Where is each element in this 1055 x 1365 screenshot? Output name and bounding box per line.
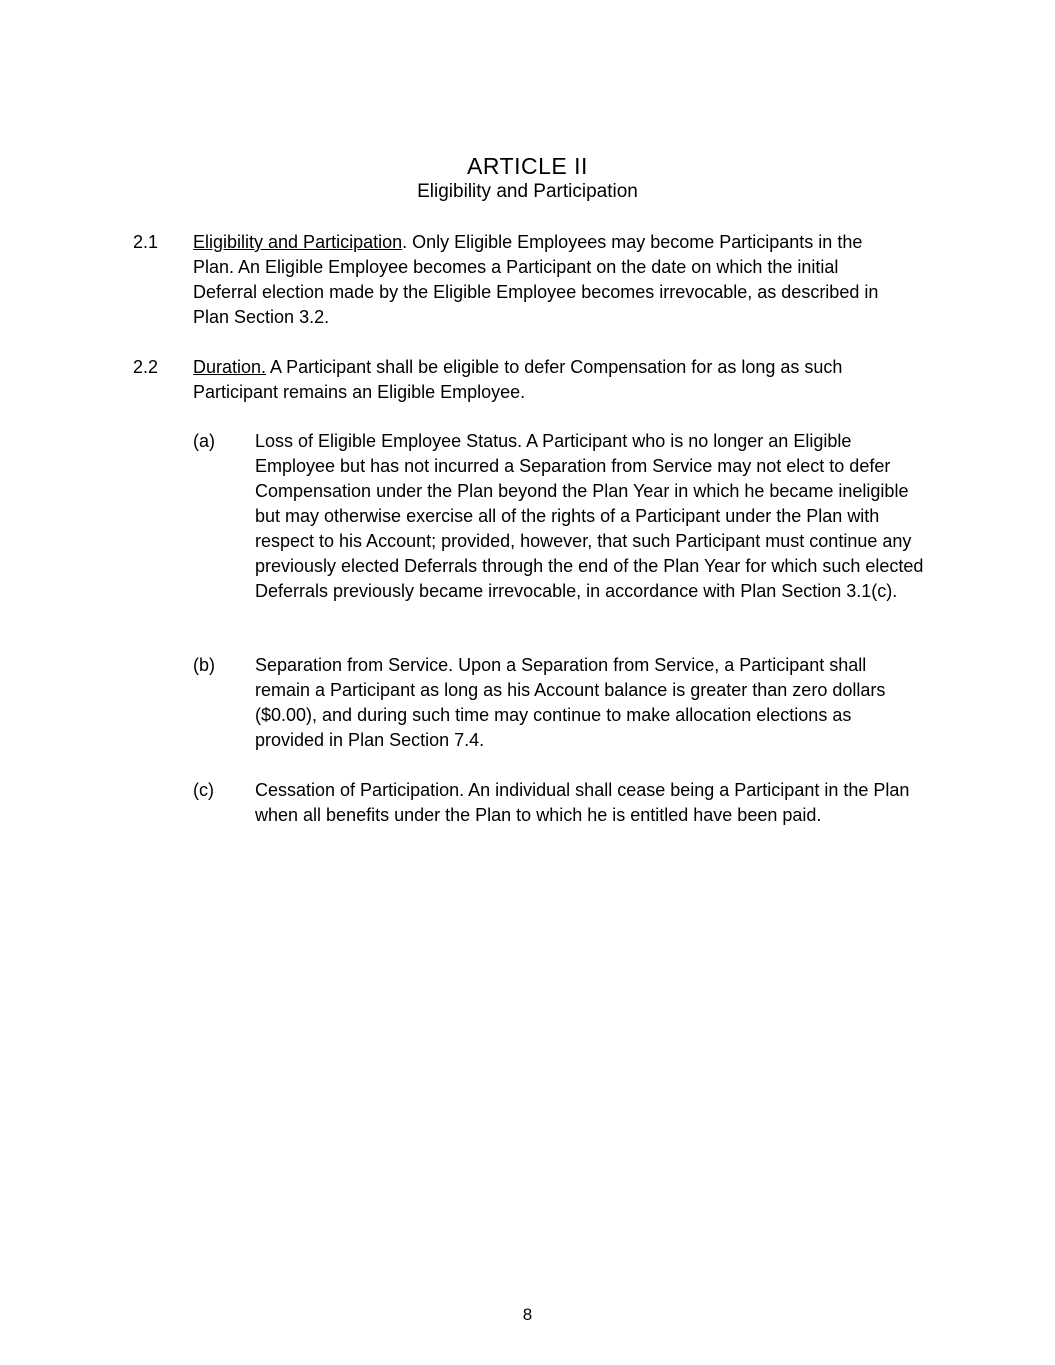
subsection-label: (b)	[193, 655, 215, 675]
subsection-label: (c)	[193, 780, 214, 800]
subsection-text: Separation from Service. Upon a Separation from Service, a Participant shall remain a Participant as long as his Account balance is greater than zero dollars ($0.00), and during such time may continue to make allocation elections as provided in Plan Section 7.4.	[255, 655, 886, 750]
subsection-text: Cessation of Participation. An individual shall cease being a Participant in the Plan when all benefits under the Plan to which he is entitled have been paid.	[255, 780, 910, 825]
section-body	[193, 355, 873, 405]
section-text: A Participant shall be eligible to defer Compensation for as long as such Participant remains an Eligible Employee.	[193, 357, 843, 402]
section-body	[193, 230, 893, 330]
article-subtitle: Eligibility and Participation	[417, 181, 638, 202]
section-title: Eligibility and Participation	[193, 232, 403, 252]
section-title: Duration.	[193, 357, 267, 377]
section-title-punctuation: .	[402, 232, 408, 252]
section-text: Only Eligible Employees may become Participants in the Plan. An Eligible Employee becomes a Participant on the date on which the initial Deferral election made by the Eligible Employee becomes irrevocable, as described in Plan Section 3.2.	[193, 232, 879, 327]
article-title: ARTICLE II	[467, 153, 588, 179]
subsection-text: Loss of Eligible Employee Status. A Participant who is no longer an Eligible Employee but has not incurred a Separation from Service may not elect to defer Compensation under the Plan beyond the Plan Year in which he became ineligible but may otherwise exercise all of the rights of a Participant under the Plan with respect to his Account; provided, however, that such Participant must continue any previously elected Deferrals through the end of the Plan Year for which such elected Deferrals previously became irrevocable, in accordance with Plan Section 3.1(c).	[255, 431, 924, 601]
section-number: 2.2	[133, 357, 159, 377]
section-number: 2.1	[133, 232, 159, 252]
subsection-label: (a)	[193, 431, 215, 451]
page-number: 8	[522, 1305, 533, 1324]
